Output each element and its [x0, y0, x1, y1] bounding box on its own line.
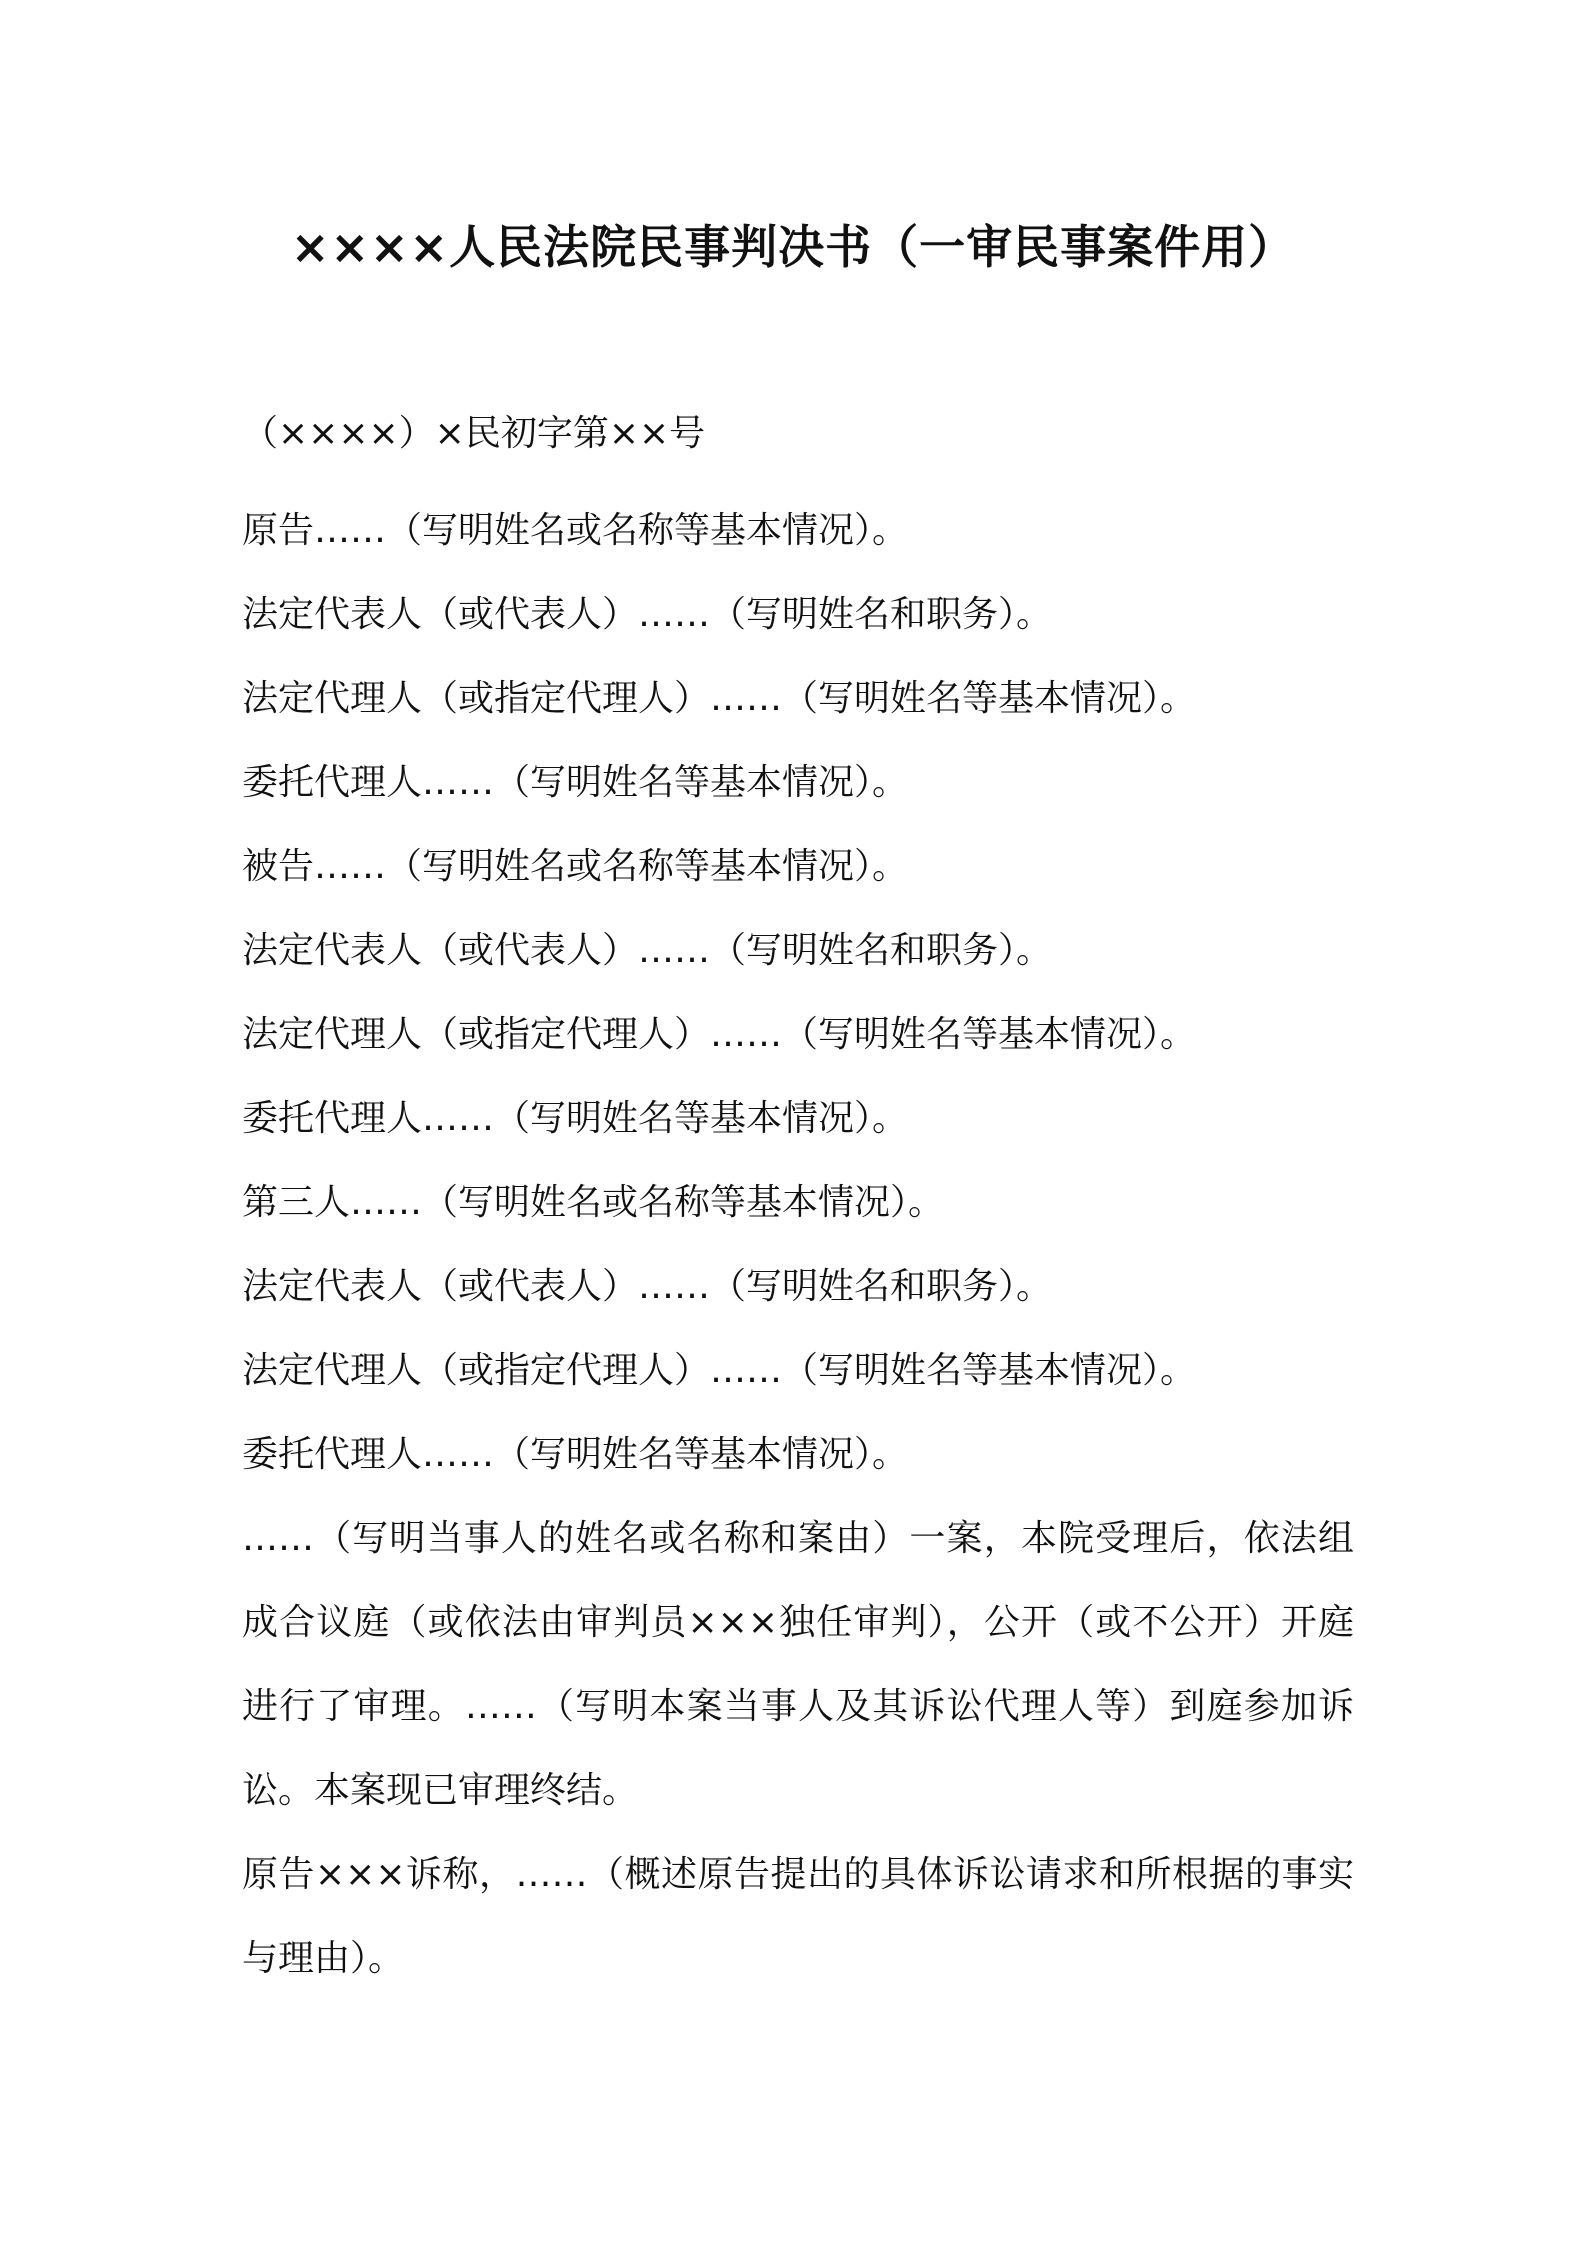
party-line-plaintiff: 原告……（写明姓名或名称等基本情况）。	[242, 510, 909, 551]
trial-summary-paragraph: ……（写明当事人的姓名或名称和案由）一案，本院受理后，依法组成合议庭（或依法由审判员×××独任审判），公开（或不公开）开庭进行了审理。……（写明本案当事人及其诉讼代理人等）到庭参加诉讼。本案现已审理终结。	[242, 1518, 1354, 1811]
party-line-third-party: 第三人……（写明姓名或名称等基本情况）。	[242, 1182, 945, 1223]
party-line-third-party-entrusted-agent: 委托代理人……（写明姓名等基本情况）。	[242, 1434, 909, 1475]
party-line-plaintiff-statutory-agent: 法定代理人（或指定代理人）……（写明姓名等基本情况）。	[242, 678, 1197, 719]
case-number: （××××）×民初字第××号	[242, 413, 706, 454]
plaintiff-claim-paragraph: 原告×××诉称，……（概述原告提出的具体诉讼请求和所根据的事实与理由）。	[242, 1854, 1354, 1979]
party-line-defendant-legal-representative: 法定代表人（或代表人）……（写明姓名和职务）。	[242, 930, 1053, 971]
party-line-third-party-legal-representative: 法定代表人（或代表人）……（写明姓名和职务）。	[242, 1266, 1053, 1307]
party-line-defendant-statutory-agent: 法定代理人（或指定代理人）……（写明姓名等基本情况）。	[242, 1014, 1197, 1055]
party-line-third-party-statutory-agent: 法定代理人（或指定代理人）……（写明姓名等基本情况）。	[242, 1350, 1197, 1391]
document-body	[242, 489, 1354, 2001]
party-line-plaintiff-legal-representative: 法定代表人（或代表人）……（写明姓名和职务）。	[242, 594, 1053, 635]
party-line-defendant: 被告……（写明姓名或名称等基本情况）。	[242, 846, 909, 887]
party-line-defendant-entrusted-agent: 委托代理人……（写明姓名等基本情况）。	[242, 1098, 909, 1139]
party-line-plaintiff-entrusted-agent: 委托代理人……（写明姓名等基本情况）。	[242, 762, 909, 803]
document-title: ××××人民法院民事判决书（一审民事案件用）	[290, 220, 1296, 274]
